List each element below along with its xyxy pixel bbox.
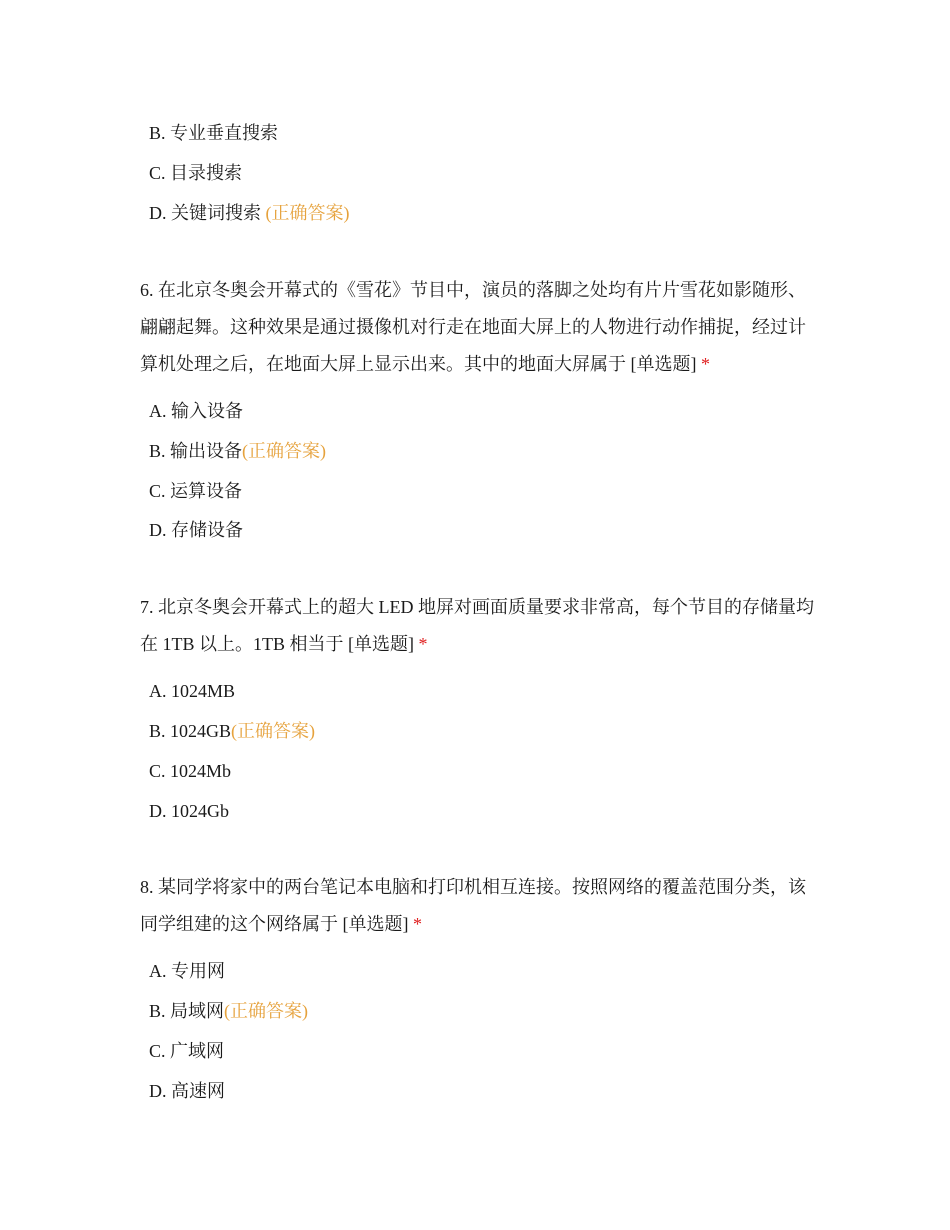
question-7-option-c: C. 1024Mb <box>149 761 232 781</box>
correct-answer-label: (正确答案) <box>242 441 327 461</box>
question-7-option-b: B. 1024GB(正确答案) <box>149 721 316 741</box>
question-8-option-c: C. 广域网 <box>149 1041 225 1061</box>
question-6-option-c: C. 运算设备 <box>149 481 243 501</box>
question-7: 7. 北京冬奥会开幕式上的超大 LED 地屏对画面质量要求非常高，每个节目的存储量均在 1TB 以上。1TB 相当于 [单选题] * <box>140 597 814 654</box>
question-8-option-a: A. 专用网 <box>149 961 225 981</box>
question-7-option-d: D. 1024Gb <box>149 801 229 821</box>
correct-answer-label: (正确答案) <box>265 203 350 223</box>
question-6-option-d: D. 存储设备 <box>149 520 243 540</box>
question-8-option-b: B. 局域网(正确答案) <box>149 1001 309 1021</box>
question-6-option-a: A. 输入设备 <box>149 401 243 421</box>
option-b: B. 专业垂直搜索 <box>149 123 279 143</box>
required-mark: * <box>701 354 710 374</box>
correct-answer-label: (正确答案) <box>224 1001 309 1021</box>
question-6-option-b: B. 输出设备(正确答案) <box>149 441 327 461</box>
required-mark: * <box>413 914 422 934</box>
question-8-option-d: D. 高速网 <box>149 1081 225 1101</box>
required-mark: * <box>418 634 428 654</box>
option-c: C. 目录搜索 <box>149 163 243 183</box>
correct-answer-label: (正确答案) <box>231 721 316 741</box>
question-8: 8. 某同学将家中的两台笔记本电脑和打印机相互连接。按照网络的覆盖范围分类，该同学组建的这个网络属于 [单选题] * <box>140 877 806 934</box>
option-d: D. 关键词搜索 (正确答案) <box>149 203 350 223</box>
question-7-option-a: A. 1024MB <box>149 681 236 701</box>
question-6: 6. 在北京冬奥会开幕式的《雪花》节目中，演员的落脚之处均有片片雪花如影随形、翩翩起舞。这种效果是通过摄像机对行走在地面大屏上的人物进行动作捕捉，经过计算机处理之后，在地面大屏上显示出来。其中的地面大屏属于 [单选题] * <box>140 280 806 374</box>
